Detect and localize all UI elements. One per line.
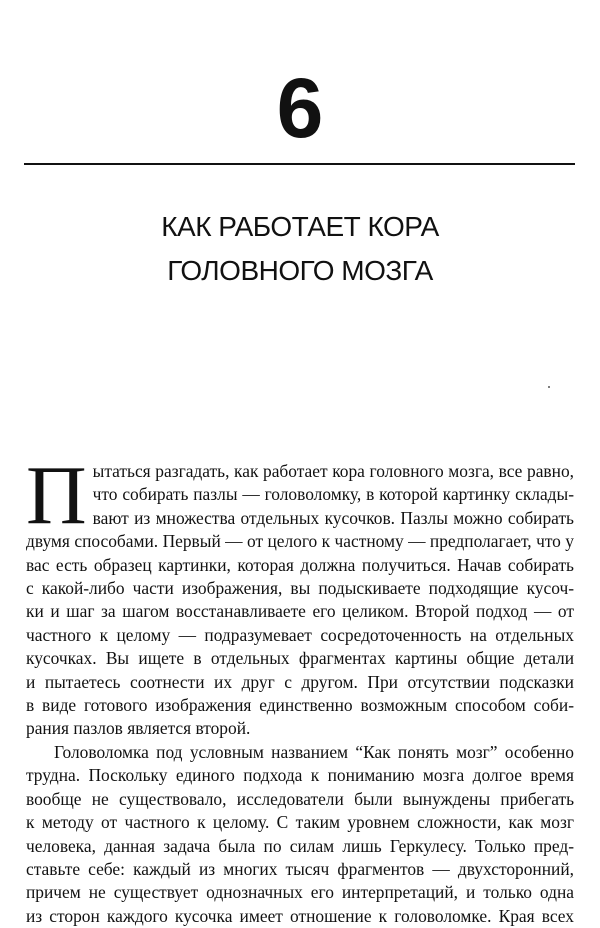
text-line: к методу от частного к целому. С таким уровнем сложности, как мозг: [26, 812, 574, 833]
text-line: частного к целому — подразумевает сосредоточенность на отдельных: [26, 624, 574, 645]
text-line: человека, данная задача была по силам лишь Геркулесу. Только пред-: [26, 835, 574, 856]
chapter-title-line: КАК РАБОТАЕТ КОРА: [161, 211, 439, 242]
chapter-number: 6: [276, 61, 324, 155]
chapter-title-line: ГОЛОВНОГО МОЗГА: [167, 255, 433, 286]
text-line: вас есть образец картинки, которая должна получиться. Начав собирать: [26, 554, 574, 575]
drop-cap: П: [26, 449, 87, 542]
text-line: ставьте себе: каждый из многих тысяч фрагментов — двухсторонний,: [26, 858, 574, 879]
text-line: и пытаетесь соотнести их друг с другом. При отсутствии подсказки: [26, 671, 574, 692]
text-line: с какой-либо части изображения, вы подыскиваете подходящие кусоч-: [26, 578, 574, 599]
paragraph-1: [26, 449, 574, 741]
text-line: Головоломка под условным названием “Как понять мозг” особенно: [54, 741, 574, 762]
text-line: ытаться разгадать, как работает кора головного мозга, все равно,: [92, 461, 574, 481]
text-line: что собирать пазлы — головоломку, в которой картинку склады-: [92, 484, 574, 505]
paragraph-2: [26, 741, 574, 928]
text-line: рания пазлов является второй.: [26, 718, 251, 739]
body-text: [26, 449, 574, 928]
text-line: двумя способами. Первый — от целого к частному — предполагает, что у: [26, 531, 574, 552]
text-line: причем не существует однозначных его интерпретаций, и только одна: [26, 882, 574, 903]
text-line: кусочках. Вы ищете в отдельных фрагментах картины общие детали: [26, 648, 574, 669]
text-line: в виде готового изображения единственно возможным способом соби-: [26, 695, 574, 716]
text-line: вообще не существовало, исследователи были вынуждены прибегать: [26, 788, 574, 809]
chapter-title: [0, 205, 600, 293]
text-line: трудна. Поскольку единого подхода к пониманию мозга долгое время: [26, 765, 574, 786]
text-line: из сторон каждого кусочка имеет отношение к головоломке. Края всех: [26, 905, 574, 926]
print-speck: [548, 386, 550, 388]
text-line: ки и шаг за шагом восстанавливаете его целиком. Второй подход — от: [26, 601, 574, 622]
text-line: вают из множества отдельных кусочков. Пазлы можно собирать: [92, 507, 574, 528]
chapter-divider-rule: [24, 163, 575, 165]
